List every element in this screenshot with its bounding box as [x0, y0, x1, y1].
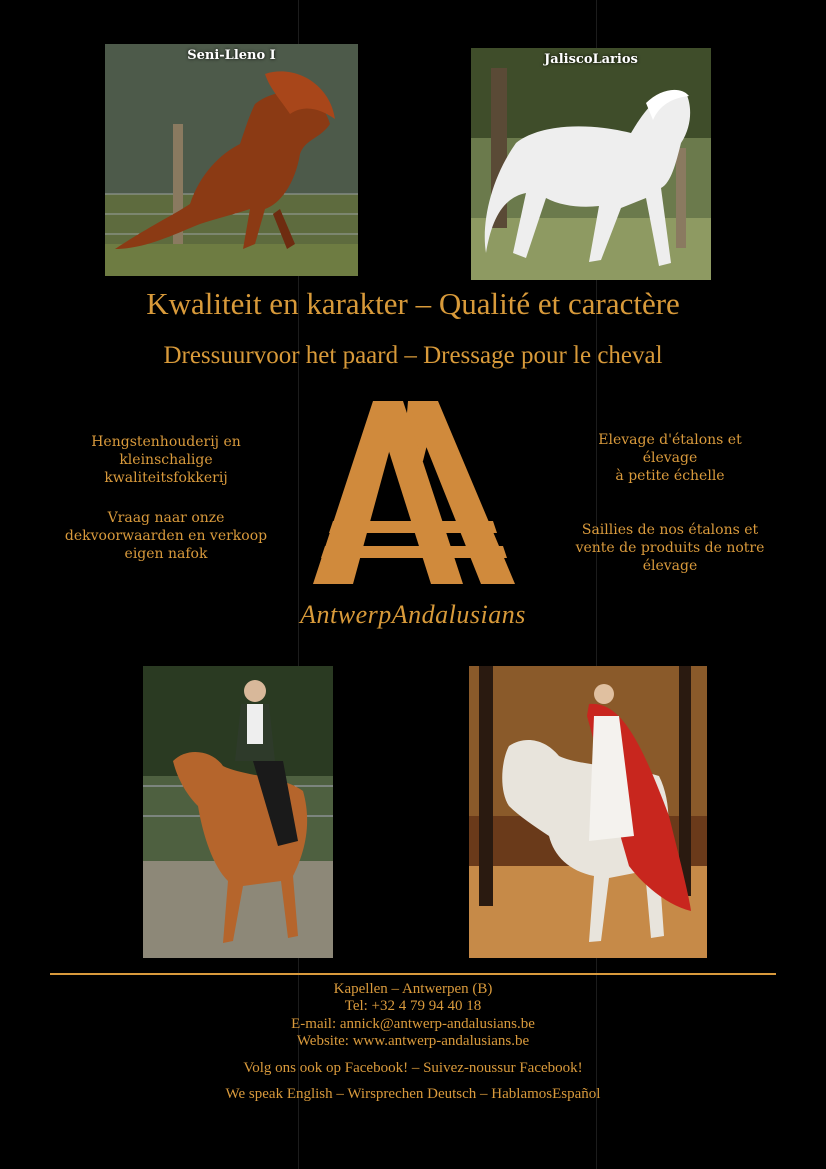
photo-dressage-rider [143, 666, 333, 958]
text-line: kwaliteitsfokkerij [104, 470, 228, 486]
text-line: kleinschalige [119, 452, 213, 468]
footer-location: Kapellen – Antwerpen (B) [333, 981, 493, 997]
sub-heading: Dressuurvoor het paard – Dressage pour le cheval [163, 342, 663, 369]
photo-seni-lleno [105, 44, 358, 276]
footer-website: Website: www.antwerp-andalusians.be [296, 1033, 530, 1049]
text-line: Vraag naar onze [107, 510, 225, 526]
right-text-column [570, 431, 770, 575]
main-heading: Kwaliteit en karakter – Qualité et caractère [146, 286, 680, 321]
text-line: Elevage d'étalons et élevage [598, 432, 742, 466]
footer-phone: Tel: +32 4 79 94 40 18 [344, 998, 482, 1014]
text-line: à petite échelle [615, 468, 725, 484]
footer-divider [50, 973, 776, 975]
footer-facebook: Volg ons ook op Facebook! – Suivez-noussur Facebook! [243, 1060, 583, 1076]
text-line: dekvoorwaarden en verkoop [64, 528, 268, 544]
photo-caption: Seni-Lleno I [187, 48, 276, 63]
footer-languages: We speak English – Wirsprechen Deutsch – HablamosEspañol [225, 1086, 601, 1102]
photo-red-cape-rider [469, 666, 707, 958]
text-line: eigen nafok [124, 546, 208, 562]
photo-jalisco-larios [471, 48, 711, 280]
photo-caption: JaliscoLarios [544, 52, 638, 67]
left-text-column [50, 433, 282, 563]
brand-name: AntwerpAndalusians [300, 600, 526, 629]
text-line: Saillies de nos étalons et [581, 522, 759, 538]
text-line: vente de produits de notre [575, 540, 765, 556]
text-line: Hengstenhouderij en [91, 434, 241, 450]
text-line: élevage [642, 558, 698, 574]
brand-logo [313, 401, 515, 584]
footer-email: E-mail: annick@antwerp-andalusians.be [291, 1016, 535, 1032]
